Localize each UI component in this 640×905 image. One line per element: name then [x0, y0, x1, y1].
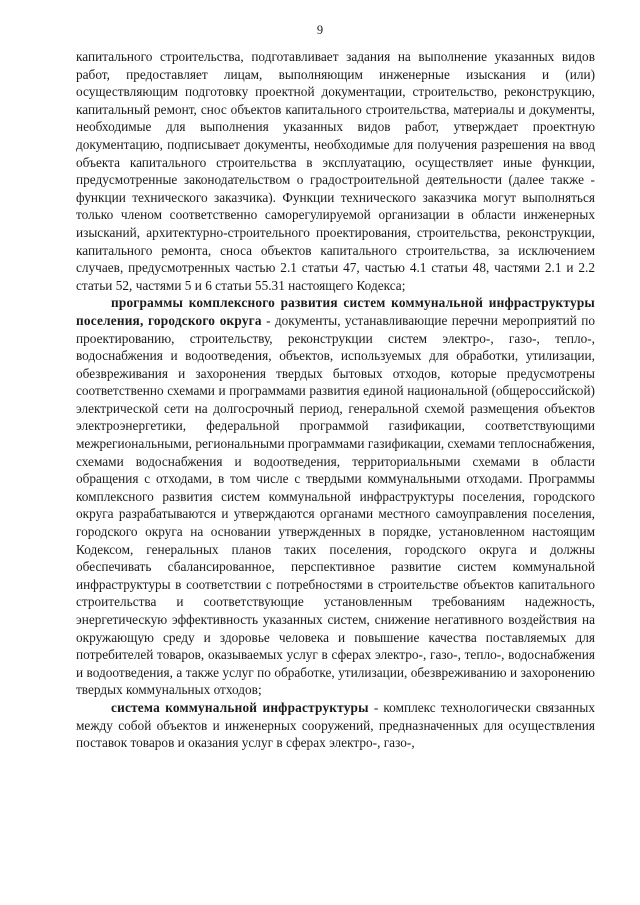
- page-number: 9: [316, 23, 324, 37]
- document-body: [76, 48, 595, 752]
- defined-term: система коммунальной инфраструктуры: [111, 699, 369, 715]
- paragraph-utility-programs-definition: [76, 294, 595, 699]
- paragraph-text: - документы, устанавливающие перечни мероприятий по проектированию, строительству, реконструкции систем электро-, газо-, тепло-, водоснабжения и водоотведения, объектов, используемых для обработки, утилизации, обезвреживания и захоронения твердых бытовых отходов, которые предусмотрены соответственно схемами и программами развития единой национальной (общероссийской) электрической сети на долгосрочный период, генеральной схемой размещения объектов электроэнергетики, федеральной программой газификации, соответствующими межрегиональными, региональными программами газификации, схемами теплоснабжения, схемами водоснабжения и водоотведения, территориальными схемами в области обращения с отходами, в том числе с твердыми коммунальными отходами. Программы комплексного развития систем коммунальной инфраструктуры поселения, городского округа разрабатываются и утверждаются органами местного самоуправления поселения, городского округа на основании утвержденных в порядке, установленном настоящим Кодексом, генеральных планов таких поселения, городского округа и должны обеспечивать сбалансированное, перспективное развитие систем коммунальной инфраструктуры в соответствии с потребностями в строительстве объектов капитального строительства и соответствующие установленным требованиям надежность, энергетическую эффективность указанных систем, снижение негативного воздействия на окружающую среду и здоровье человека и повышение качества поставляемых для потребителей товаров, оказываемых услуг в сферах электро-, газо-, тепло-, водоснабжения и водоотведения, а также услуг по обработке, утилизации, обезвреживанию и захоронению твердых коммунальных отходов;: [76, 312, 595, 698]
- paragraph-technical-customer-continuation: [76, 48, 595, 294]
- paragraph-text: капитального строительства, подготавливает задания на выполнение указанных видов работ, предоставляет лицам, выполняющим инженерные изыскания и (или) осуществляющим подготовку проектной документации, строительство, реконструкцию, капитальный ремонт, снос объектов капитального строительства, материалы и документы, необходимые для выполнения указанных видов работ, утверждает проектную документацию, подписывает документы, необходимые для получения разрешения на ввод объекта капитального строительства в эксплуатацию, осуществляет иные функции, предусмотренные законодательством о градостроительной деятельности (далее также - функции технического заказчика). Функции технического заказчика могут выполняться только членом соответственно саморегулируемой организации в области инженерных изысканий, архитектурно-строительного проектирования, строительства, реконструкции, капитального ремонта, сноса объектов капитального строительства, за исключением случаев, предусмотренных частью 2.1 статьи 47, частью 4.1 статьи 48, частями 2.1 и 2.2 статьи 52, частями 5 и 6 статьи 55.31 настоящего Кодекса;: [76, 49, 595, 293]
- paragraph-utility-system-definition: [76, 699, 595, 752]
- defined-term: программы комплексного развития систем коммунальной инфраструктуры поселения, городского округа: [76, 295, 595, 328]
- paragraph-text: - комплекс технологически связанных между собой объектов и инженерных сооружений, предназначенных для осуществления поставок товаров и оказания услуг в сферах электро-, газо-,: [76, 699, 596, 751]
